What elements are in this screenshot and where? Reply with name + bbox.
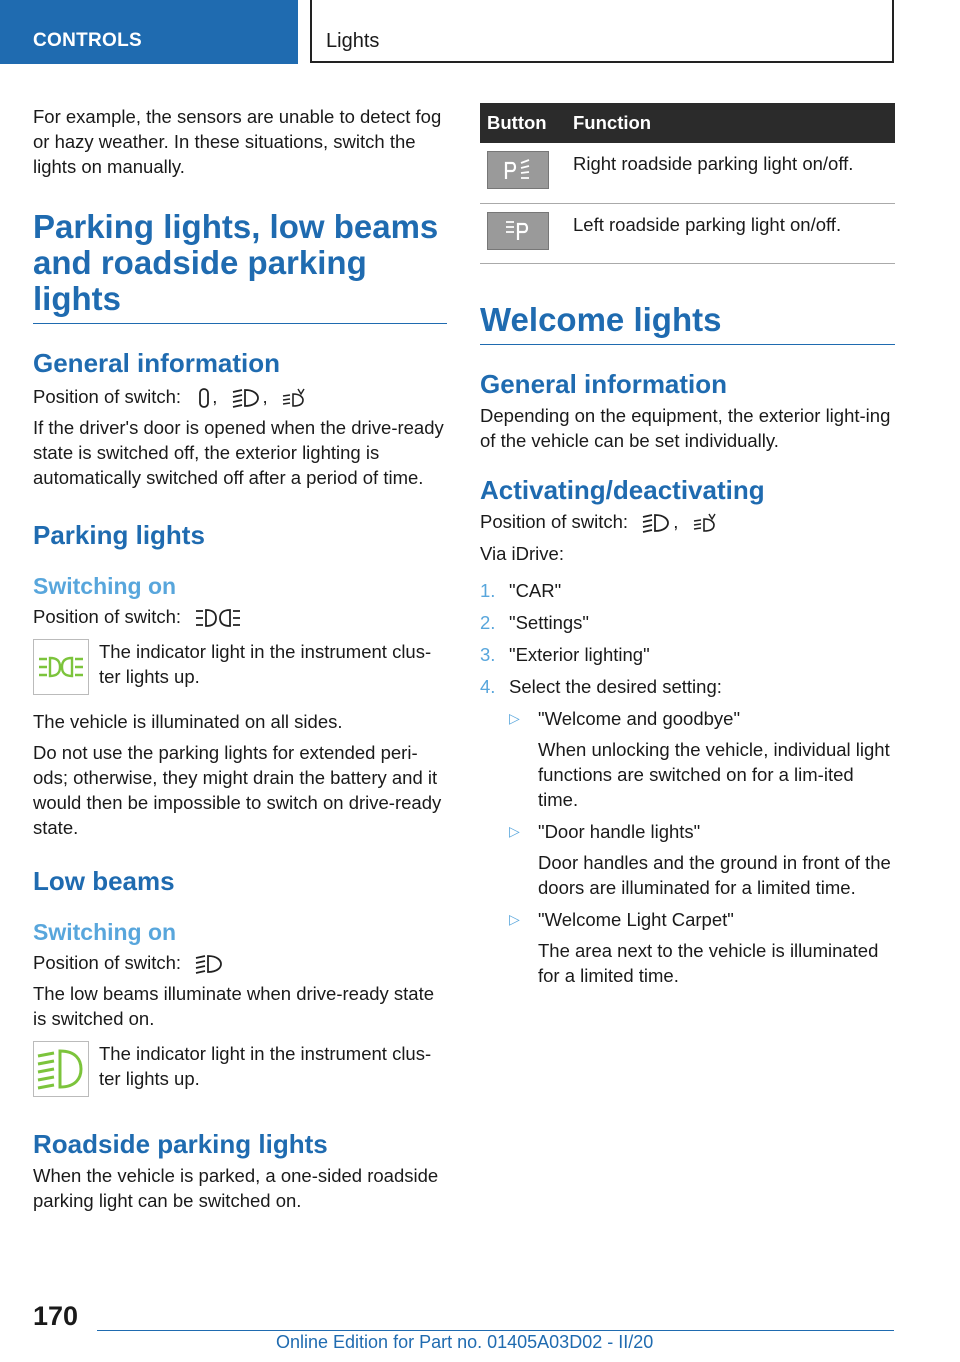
parking-subheading: Switching on xyxy=(33,573,177,600)
general-heading: General information xyxy=(33,348,281,378)
parking-indicator-row xyxy=(33,639,447,695)
chapter-tab xyxy=(310,0,894,63)
parking-indicator-text: The indicator light in the instrument clus-ter lights up. xyxy=(99,641,432,688)
list-item: ▷ "Welcome and goodbye" When unlocking the vehicle, individual light functions are switched on for a lim-ited time. xyxy=(509,707,890,810)
welcome-general-body: Depending on the equipment, the exterior light-ing of the vehicle can be set individually. xyxy=(480,404,891,451)
table-row xyxy=(480,143,895,203)
footer-edition: Online Edition for Part no. 01405A03D02 - II/20 xyxy=(276,1332,654,1352)
footer-divider xyxy=(97,1330,894,1331)
button-function-table xyxy=(480,103,895,264)
low-beams-indicator-text: The indicator light in the instrument clus-ter lights up. xyxy=(99,1043,432,1090)
low-beam-icon xyxy=(231,387,261,409)
list-item: 2. "Settings" xyxy=(480,611,589,633)
via-idrive: Via iDrive: xyxy=(480,542,564,564)
page-number: 170 xyxy=(33,1301,79,1331)
low-beam-icon xyxy=(641,512,671,534)
main-heading: Parking lights, low beams and roadside parking lights xyxy=(33,209,447,324)
parking-body-1: The vehicle is illuminated on all sides. xyxy=(33,711,343,733)
right-parking-light-button[interactable] xyxy=(487,151,549,189)
general-switch-positions: Position of switch: , , xyxy=(33,384,447,409)
activating-heading: Activating/deactivating xyxy=(480,474,765,505)
roadside-body: When the vehicle is parked, a one-sided roadside parking light can be switched on. xyxy=(33,1165,439,1212)
left-column xyxy=(33,104,447,1213)
low-beams-switch-position: Position of switch: xyxy=(33,950,447,975)
right-parking-light-icon xyxy=(504,158,534,182)
general-body: If the driver's door is opened when the drive-ready state is switched off, the exterior lighting is automatically switched off after a period of time. xyxy=(33,417,444,489)
low-beam-indicator-icon xyxy=(33,1041,89,1097)
setting-options xyxy=(509,706,895,988)
column-header-button: Button xyxy=(480,103,566,143)
left-parking-light-icon xyxy=(504,219,534,243)
table-cell-function: Left roadside parking light on/off. xyxy=(566,203,895,263)
low-beams-body: The low beams illuminate when drive-ready state is switched on. xyxy=(33,983,435,1030)
activating-switch-positions: Position of switch: , xyxy=(480,509,895,534)
section-title: CONTROLS xyxy=(33,30,143,51)
idrive-steps xyxy=(480,578,895,988)
table-row xyxy=(480,203,895,263)
auto-light-icon xyxy=(281,387,307,409)
parking-heading: Parking lights xyxy=(33,520,205,551)
parking-light-icon xyxy=(194,607,242,629)
parking-switch-position: Position of switch: xyxy=(33,604,447,629)
list-item: ▷ "Door handle lights" Door handles and the ground in front of the doors are illuminated for a limited time. xyxy=(509,820,891,898)
welcome-heading: Welcome lights xyxy=(480,302,895,345)
low-beams-indicator-row xyxy=(33,1041,447,1097)
parking-indicator-icon xyxy=(33,639,89,695)
roadside-heading: Roadside parking lights xyxy=(33,1129,328,1160)
list-item: 4. Select the desired setting: ▷ "Welcome and goodbye" When unlocking the vehicle, individual light functions are switched on for a lim-ited time. ▷ "Door handle lights" Door handles and the ground in front of the doors are illuminated for a limited time. ▷ "Welcome Light Carpet" The area next to the vehicle is illuminated for a limited time. xyxy=(480,674,895,988)
list-item: 3. "Exterior lighting" xyxy=(480,643,650,665)
right-column xyxy=(480,103,895,995)
list-item: 1. "CAR" xyxy=(480,579,562,601)
intro-paragraph: For example, the sensors are unable to detect fog or hazy weather. In these situations, switch the lights on manually. xyxy=(33,106,442,177)
auto-light-icon xyxy=(692,512,718,534)
table-cell-function: Right roadside parking light on/off. xyxy=(566,143,895,203)
switch-off-icon xyxy=(198,387,210,409)
section-tab xyxy=(0,0,298,64)
list-item: ▷ "Welcome Light Carpet" The area next to the vehicle is illuminated for a limited time. xyxy=(509,908,879,986)
parking-body-2: Do not use the parking lights for extended peri-ods; otherwise, they might drain the battery and it would then be impossible to switch on drive-ready state. xyxy=(33,742,442,839)
column-header-function: Function xyxy=(566,103,895,143)
low-beam-icon xyxy=(194,953,224,975)
low-beams-heading: Low beams xyxy=(33,866,175,897)
table-header-row xyxy=(480,103,895,143)
welcome-general-heading: General information xyxy=(480,368,728,399)
left-parking-light-button[interactable] xyxy=(487,212,549,250)
chapter-title: Lights xyxy=(326,30,380,52)
low-beams-subheading: Switching on xyxy=(33,919,177,946)
